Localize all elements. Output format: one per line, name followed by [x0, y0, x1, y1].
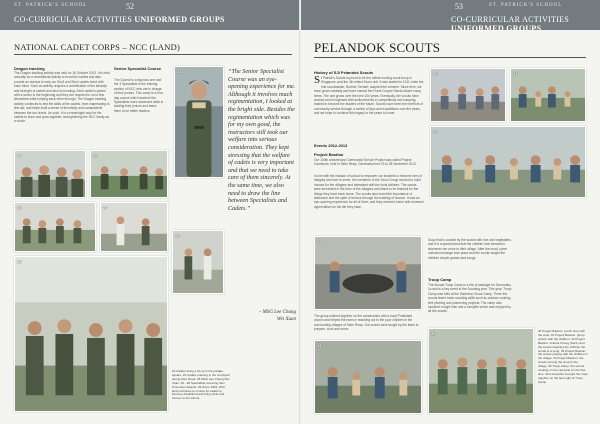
- photo-cadets-group: [14, 150, 86, 198]
- scouts-village-image: [431, 127, 585, 197]
- photo-label: 34: [317, 343, 322, 348]
- left-section-bold: UNIFORMED GROUPS: [134, 15, 225, 24]
- left-title-rule: [14, 54, 292, 55]
- quote-author-line-2: Wei Xuan: [276, 317, 296, 322]
- photo-cadets-award: [172, 230, 224, 294]
- scouts-serving-image: [315, 341, 421, 413]
- photo-label: 35: [431, 331, 436, 336]
- cadets-award-image: [173, 231, 223, 293]
- cadets-ceremony-image: [101, 203, 167, 251]
- photo-troop-camp: [428, 328, 534, 414]
- photo-label: 27: [103, 205, 108, 210]
- project-text-2: In line with the mission of school to empower our students to become men of integrity and love to serve, the members of the Scout Group worked to build houses for the villagers and interacted with the local children. The scouts were immersed in the lives of the villagers and learnt to be thankful for the things they have back home. The scouts also learnt the importance of teamwork and the spirit of service through the building of houses. It was an eye-opening experience for all of them, and they returned home with renewed appreciation for the life they have.: [314, 174, 424, 209]
- right-title-rule: [314, 57, 586, 58]
- troop-text: The Annual Troop Camp is a rite of passage for Secondary 1s and is a key event in the Scouting year. This year, Troop Camp was held at the Sarimbun Scout Camp. There the scouts learnt basic scouting skills such as outdoor cooking, tent pitching and pioneering projects. The camp also included a night hike and a campfire which was enjoyed by all the scouts.: [428, 283, 512, 314]
- history-heading: History of SJI Pelandok Scouts: [314, 70, 374, 75]
- spine-fold: [299, 0, 301, 424]
- right-page-number: 53: [455, 2, 463, 11]
- photo-label: 26: [17, 205, 22, 210]
- quote-author-line-1: – MSG Lee Chang: [258, 310, 296, 315]
- project-heading: Project Bastion: [314, 152, 344, 157]
- events-heading: Events 2012-2013: [314, 143, 348, 148]
- cadets-field-image: [91, 151, 167, 197]
- specialist-heading: Senior Specialist Course: [114, 66, 162, 71]
- photo-scouts-children: [510, 68, 586, 122]
- project-text: Our 100th anniversary Community Service Project was called Project Cambonia, held in Siem Reap, Cambodia from 23 to 28 November 2013.: [314, 158, 417, 167]
- right-section-bold: UNIFORMED GROUPS: [451, 24, 542, 33]
- scouts-title: PELANDOK SCOUTS: [314, 40, 441, 55]
- cadets-parade-image: [15, 257, 167, 411]
- specialist-text: The Course is a rigorous one and the 3 Specialists in the training section of NCC who are in charge of their juniors. This camp is a four-day course which teaches the Specialists more advanced skills in leading their juniors and trains them to be better leaders.: [114, 78, 164, 113]
- photo-cadets-ceremony: [100, 202, 168, 252]
- photo-label: 32: [433, 129, 438, 134]
- right-header-band: [301, 0, 600, 33]
- cadets-group-image: [15, 151, 85, 197]
- left-section-label: [14, 15, 225, 24]
- photo-cadets-parade: [14, 256, 168, 412]
- photo-label: 31: [513, 71, 518, 76]
- cadets-training-image: [15, 203, 95, 251]
- right-section-light: CO-CURRICULAR ACTIVITIES: [451, 15, 570, 24]
- photo-label: 25: [93, 153, 98, 158]
- left-caption: 23 Cadets doing a sit-up in the parade square. 24 Cadets relaxing in the courtyard during their break. 25 MSG Lee Chang Wei Xuan. 26 - 28 Specialists receiving their Promotion Awards. 29 Since 1964, NCC land continues to nurture its cadets to become disciplined and bring pride and honour to the school.: [172, 370, 230, 401]
- left-page-number: 52: [126, 2, 134, 11]
- scouts-cooking-image: [315, 237, 421, 309]
- project-text-3: The group worked together on the construction with a local Protestant church and helped the team in reaching out to the poor children in the surrounding villages of Siem Reap. Our scouts were taught by the team to prepare, cook and serve.: [314, 314, 419, 332]
- cadet-quote: “The Senior Specialist Course was an eye-opening experience for me. Although it involves much regimentation, I looked at the bright side. Besides the regimentation which was for my own good, the instructors still took our welfare into serious consideration. They kept stressing that the welfare of cadets is very important and that we need to take care of them sincerely. At the same time, we also need to draw the line between Specialists and Cadets.”: [228, 68, 296, 212]
- scouts-lunch-image: [431, 69, 505, 121]
- history-text: [314, 76, 424, 136]
- history-dropcap: S: [314, 76, 321, 86]
- photo-label: 24: [17, 153, 22, 158]
- right-section-label: [451, 15, 600, 33]
- troop-camp-image: [429, 329, 533, 413]
- right-caption: 30 Project Bastion: Lunch time with the crew. 31 Project Bastion: group picture with the children. 32 Project Bastion: Joshua Chong (Sec1) and the scouts teaching the children the words to a song. 33 Project Bastion: the scouts playing with the children in the village. 34 Project Bastion: the scouts serving the soup to the village. 35 Troop Camp: the scouts cooking on the campsite for the first time. 36 A Campfire brought the troop together on the last night of Troop Camp.: [538, 330, 588, 384]
- soup-text: Soup that is cooked by the scouts with rice and vegetables, and it is a special treat that the children look forward to whenever we come to their village. After the meal, some cultural exchange took place and the scouts taught the children simple games and songs.: [428, 238, 512, 260]
- dragon-heading: Dragon tracking: [14, 66, 45, 71]
- history-body: t Patrick's Scouts is proud to be the oldest running scout troop in Singapore, and the 4th oldest Scout unit. It was started in 1911 when the first scoutmaster, Brother Gerhart, adopted the scheme. Since then, we have grown steadily and have earned the Frank Cooper Sands Award many times. The unit grows over the next 100 years. Eventually, the scouts have worked and recognised with achievements in competitions and camping, trained to become the leaders of the future. Scouts have been the forefront of community service through a variety of trips and expeditions over the years, and we hope to continue this legacy in the years to come.: [314, 76, 424, 116]
- photo-scouts-cooking: [314, 236, 422, 310]
- troop-heading: Troop Camp: [428, 277, 452, 282]
- photo-label: 29: [17, 259, 22, 264]
- photo-scouts-lunch: [430, 68, 506, 122]
- photo-scouts-serving: [314, 340, 422, 414]
- cadet-portrait-image: [175, 67, 223, 177]
- right-school-name: ST. PATRICK'S SCHOOL: [489, 3, 563, 8]
- photo-label: 33: [317, 239, 322, 244]
- scouts-children-image: [511, 69, 585, 121]
- photo-label: 23: [177, 69, 182, 74]
- photo-cadet-portrait: [174, 66, 224, 178]
- photo-cadets-training: [14, 202, 96, 252]
- left-header-band: [0, 0, 299, 30]
- photo-scouts-village: [430, 126, 586, 198]
- left-school-name: ST. PATRICK'S SCHOOL: [14, 3, 88, 8]
- left-section-light: CO-CURRICULAR ACTIVITIES: [14, 15, 133, 24]
- photo-label: 28: [175, 233, 180, 238]
- photo-cadets-field: [90, 150, 168, 198]
- photo-label: 30: [433, 71, 438, 76]
- dragon-text: The Dragon tracking activity was held on 16 October 2013. It is held annually as a recreational activity to bond the cadets and also provide an avenue to help our Sec3 and Sec4 cadets bond with each other. Such an activity requires a combination of the tenacity and strength of cadets and also its bonding. Each cadet is paired with a senior in the beginning and they are required to run a few kilometres while helping each other through. The Dragon tracking activity continues to test the skills of the cadets, from mapreading to first aid, and helps instil a sense of friendship and camaraderie between the two levels. As such, it is a meaningful way for the cadets to learn and grow together, strengthening the NCC family as a whole.: [14, 71, 110, 124]
- ncc-title: NATIONAL CADET CORPS – NCC (LAND): [14, 42, 180, 52]
